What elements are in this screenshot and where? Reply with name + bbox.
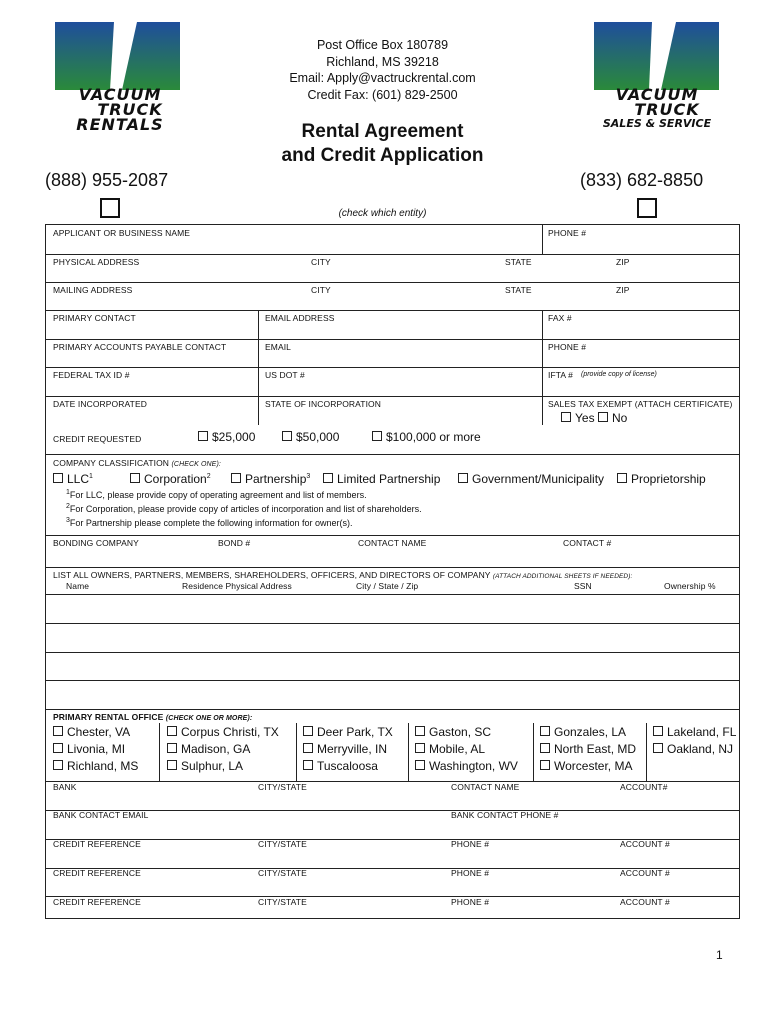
zip-label-2: ZIP [616, 285, 630, 295]
office-lakeland[interactable] [653, 725, 736, 739]
office-mobile[interactable] [415, 742, 485, 756]
checkbox-icon [540, 760, 550, 770]
note-llc [66, 489, 367, 500]
credit-50000[interactable] [282, 430, 339, 444]
checkbox-icon [53, 743, 63, 753]
checkbox-icon [167, 726, 177, 736]
credit-25000[interactable] [198, 430, 255, 444]
office-corpus-christi[interactable] [167, 725, 279, 739]
class-gov-label: Government/Municipality [472, 472, 605, 486]
class-lp-label: Limited Partnership [337, 472, 441, 486]
office-label: Livonia, MI [67, 742, 126, 756]
city-label-2: CITY [311, 285, 331, 295]
checkbox-icon [303, 743, 313, 753]
checkbox-icon [372, 431, 382, 441]
ap-contact-label: PRIMARY ACCOUNTS PAYABLE CONTACT [53, 342, 227, 352]
ifta-note: (provide copy of license) [581, 371, 657, 378]
office-label: Sulphur, LA [181, 759, 244, 773]
class-corporation[interactable] [130, 472, 211, 486]
sales-tax-yes[interactable] [561, 411, 595, 425]
note-partner-sup: 3 [66, 517, 70, 524]
checkbox-icon [303, 760, 313, 770]
owners-list-text: LIST ALL OWNERS, PARTNERS, MEMBERS, SHAREHOLDERS, OFFICERS, AND DIRECTORS OF COMPANY [53, 570, 491, 580]
primary-office-text: PRIMARY RENTAL OFFICE [53, 712, 164, 722]
credit-ref-1-phone: PHONE # [451, 839, 490, 849]
bank-account-label: ACCOUNT# [620, 782, 668, 792]
class-llc-sup: 1 [89, 473, 93, 480]
state-label-1: STATE [505, 257, 532, 267]
logo-left-line2: TRUCK [97, 100, 163, 119]
phone-left: (888) 955-2087 [45, 170, 169, 190]
office-label: Worcester, MA [554, 759, 633, 773]
office-sulphur[interactable] [167, 759, 243, 773]
logo-right-line2: TRUCK [634, 100, 700, 119]
bank-contact-phone-label: BANK CONTACT PHONE # [451, 810, 559, 820]
office-oakland[interactable] [653, 742, 733, 756]
checkbox-icon [415, 743, 425, 753]
office-chester[interactable] [53, 725, 130, 739]
entity-sales-checkbox[interactable] [637, 198, 657, 218]
checkbox-icon [130, 473, 140, 483]
office-label: Chester, VA [67, 725, 131, 739]
office-worcester[interactable] [540, 759, 632, 773]
no-label: No [612, 411, 628, 425]
checkbox-icon [617, 473, 627, 483]
phone-label-2: PHONE # [548, 342, 587, 352]
contact-label-1: CONTACT # [563, 538, 612, 548]
credit-ref-3-phone: PHONE # [451, 897, 490, 907]
office-deer-park[interactable] [303, 725, 393, 739]
city-label-1: CITY [311, 257, 331, 267]
credit-ref-1-account: ACCOUNT # [620, 839, 670, 849]
application-form [45, 224, 740, 919]
logo-left-line1: VACUUM [78, 85, 162, 104]
office-label: Lakeland, FL [667, 725, 737, 739]
ifta-label: IFTA # [548, 370, 574, 380]
check-which-entity: (check which entity) [338, 208, 427, 219]
sales-tax-label: SALES TAX EXEMPT (ATTACH CERTIFICATE) [548, 399, 733, 409]
company-class-text: COMPANY CLASSIFICATION [53, 458, 170, 468]
note-llc-text: For LLC, please provide copy of operating agreement and list of members. [69, 490, 367, 500]
state-label-2: STATE [505, 285, 532, 295]
company-class-label [53, 458, 221, 468]
class-partner-sup: 3 [306, 473, 311, 480]
zip-label-1: ZIP [616, 257, 630, 267]
checkbox-icon [323, 473, 333, 483]
office-label: Gaston, SC [429, 725, 492, 739]
office-label: Corpus Christi, TX [181, 725, 279, 739]
note-corp-sup: 2 [66, 503, 70, 510]
email-address-label: EMAIL ADDRESS [265, 313, 335, 323]
phone-right: (833) 682-8850 [580, 170, 704, 190]
title-line-2: and Credit Application [281, 145, 484, 166]
office-label: North East, MD [554, 742, 637, 756]
checkbox-icon [53, 473, 63, 483]
entity-rentals-checkbox[interactable] [100, 198, 120, 218]
date-incorporated-label: DATE INCORPORATED [53, 399, 147, 409]
credit-ref-3-account: ACCOUNT # [620, 897, 670, 907]
note-partner-text: For Partnership please complete the following information for owner(s). [69, 518, 353, 528]
credit-100000[interactable] [372, 430, 481, 444]
logo-left-line3: RENTALS [76, 115, 164, 134]
address-line-4: Credit Fax: (601) 829-2500 [307, 87, 458, 102]
office-label: Gonzales, LA [554, 725, 627, 739]
class-partnership[interactable] [231, 472, 310, 486]
note-corp-text: For Corporation, please provide copy of articles of incorporation and list of shareholders. [69, 504, 422, 514]
primary-office-label [53, 712, 252, 722]
credit-ref-2-account: ACCOUNT # [620, 868, 670, 878]
owners-note: (ATTACH ADDITIONAL SHEETS IF NEEDED): [492, 573, 633, 580]
class-partner-label: Partnership [245, 472, 307, 486]
credit-ref-2-phone: PHONE # [451, 868, 490, 878]
checkbox-icon [653, 743, 663, 753]
checkbox-icon [598, 412, 608, 422]
owners-col-ssn: SSN [574, 581, 592, 591]
class-corp-sup: 2 [206, 473, 211, 480]
title-line-1: Rental Agreement [301, 121, 464, 142]
office-gonzales[interactable] [540, 725, 626, 739]
company-address [250, 37, 515, 103]
checkbox-icon [653, 726, 663, 736]
checkbox-icon [167, 743, 177, 753]
owners-col-name: Name [66, 581, 90, 591]
bank-contact-name-label: CONTACT NAME [451, 782, 520, 792]
credit-ref-3-label: CREDIT REFERENCE [53, 897, 141, 907]
credit-ref-1-label: CREDIT REFERENCE [53, 839, 141, 849]
sales-tax-no[interactable] [598, 411, 627, 425]
office-label: Madison, GA [181, 742, 251, 756]
checkbox-icon [458, 473, 468, 483]
checkbox-icon [167, 760, 177, 770]
office-grid [46, 723, 739, 781]
page-number: 1 [716, 948, 723, 962]
checkbox-icon [198, 431, 208, 441]
fax-label: FAX # [548, 313, 572, 323]
contact-name-label-1: CONTACT NAME [358, 538, 427, 548]
office-label: Richland, MS [67, 759, 139, 773]
office-livonia[interactable] [53, 742, 125, 756]
owners-list-label [53, 570, 632, 580]
office-label: Merryville, IN [317, 742, 388, 756]
class-prop-label: Proprietorship [631, 472, 706, 486]
owners-col-city: City / State / Zip [356, 581, 419, 591]
office-merryville[interactable] [303, 742, 387, 756]
office-label: Mobile, AL [429, 742, 486, 756]
company-class-note: (CHECK ONE): [171, 461, 221, 468]
federal-tax-label: FEDERAL TAX ID # [53, 370, 130, 380]
bonding-company-label: BONDING COMPANY [53, 538, 139, 548]
checkbox-icon [231, 473, 241, 483]
class-llc[interactable] [53, 472, 93, 486]
credit-100000-label: $100,000 or more [386, 430, 481, 444]
bank-label: BANK [53, 782, 77, 792]
yes-label: Yes [575, 411, 595, 425]
address-line-2: Richland, MS 39218 [326, 54, 439, 69]
credit-ref-1-city: CITY/STATE [258, 839, 307, 849]
class-limited-partnership[interactable] [323, 472, 440, 486]
checkbox-icon [540, 743, 550, 753]
form-title [230, 120, 535, 168]
vacuum-truck-sales-logo [592, 20, 722, 135]
class-government[interactable] [458, 472, 604, 486]
vacuum-truck-rentals-logo [52, 20, 187, 135]
office-label: Washington, WV [429, 759, 518, 773]
credit-25000-label: $25,000 [212, 430, 256, 444]
primary-office-note: (CHECK ONE OR MORE): [165, 715, 253, 722]
mailing-address-label: MAILING ADDRESS [53, 285, 133, 295]
credit-50000-label: $50,000 [296, 430, 340, 444]
primary-contact-label: PRIMARY CONTACT [53, 313, 136, 323]
office-north-east[interactable] [540, 742, 636, 756]
note-corp [66, 503, 422, 514]
checkbox-icon [540, 726, 550, 736]
office-gaston[interactable] [415, 725, 491, 739]
phone-label: PHONE # [548, 228, 587, 238]
owners-col-ownership: Ownership % [664, 581, 716, 591]
office-label: Oakland, NJ [667, 742, 734, 756]
applicant-label: APPLICANT OR BUSINESS NAME [53, 228, 191, 238]
checkbox-icon [561, 412, 571, 422]
us-dot-label: US DOT # [265, 370, 305, 380]
class-proprietorship[interactable] [617, 472, 706, 486]
note-llc-sup: 1 [66, 489, 70, 496]
state-incorporation-label: STATE OF INCORPORATION [265, 399, 382, 409]
note-partner [66, 517, 353, 528]
credit-ref-3-city: CITY/STATE [258, 897, 307, 907]
credit-ref-2-city: CITY/STATE [258, 868, 307, 878]
office-washington[interactable] [415, 759, 518, 773]
checkbox-icon [303, 726, 313, 736]
office-label: Deer Park, TX [317, 725, 393, 739]
email-label: EMAIL [265, 342, 292, 352]
bank-contact-email-label: BANK CONTACT EMAIL [53, 810, 149, 820]
office-richland[interactable] [53, 759, 138, 773]
class-corp-label: Corporation [144, 472, 207, 486]
physical-address-label: PHYSICAL ADDRESS [53, 257, 140, 267]
address-line-3: Email: Apply@vactruckrental.com [289, 71, 476, 85]
address-line-1: Post Office Box 180789 [316, 38, 449, 52]
office-label: Tuscaloosa [317, 759, 378, 773]
checkbox-icon [53, 760, 63, 770]
logo-right-line3: SALES & SERVICE [602, 117, 712, 130]
owners-col-address: Residence Physical Address [182, 581, 292, 591]
checkbox-icon [282, 431, 292, 441]
bank-citystate-label: CITY/STATE [258, 782, 307, 792]
class-llc-label: LLC [67, 472, 90, 486]
office-madison[interactable] [167, 742, 250, 756]
checkbox-icon [415, 760, 425, 770]
office-tuscaloosa[interactable] [303, 759, 378, 773]
checkbox-icon [415, 726, 425, 736]
credit-ref-2-label: CREDIT REFERENCE [53, 868, 141, 878]
bond-label: BOND # [218, 538, 251, 548]
logo-right-line1: VACUUM [615, 85, 699, 104]
checkbox-icon [53, 726, 63, 736]
credit-requested-label: CREDIT REQUESTED [53, 434, 142, 444]
